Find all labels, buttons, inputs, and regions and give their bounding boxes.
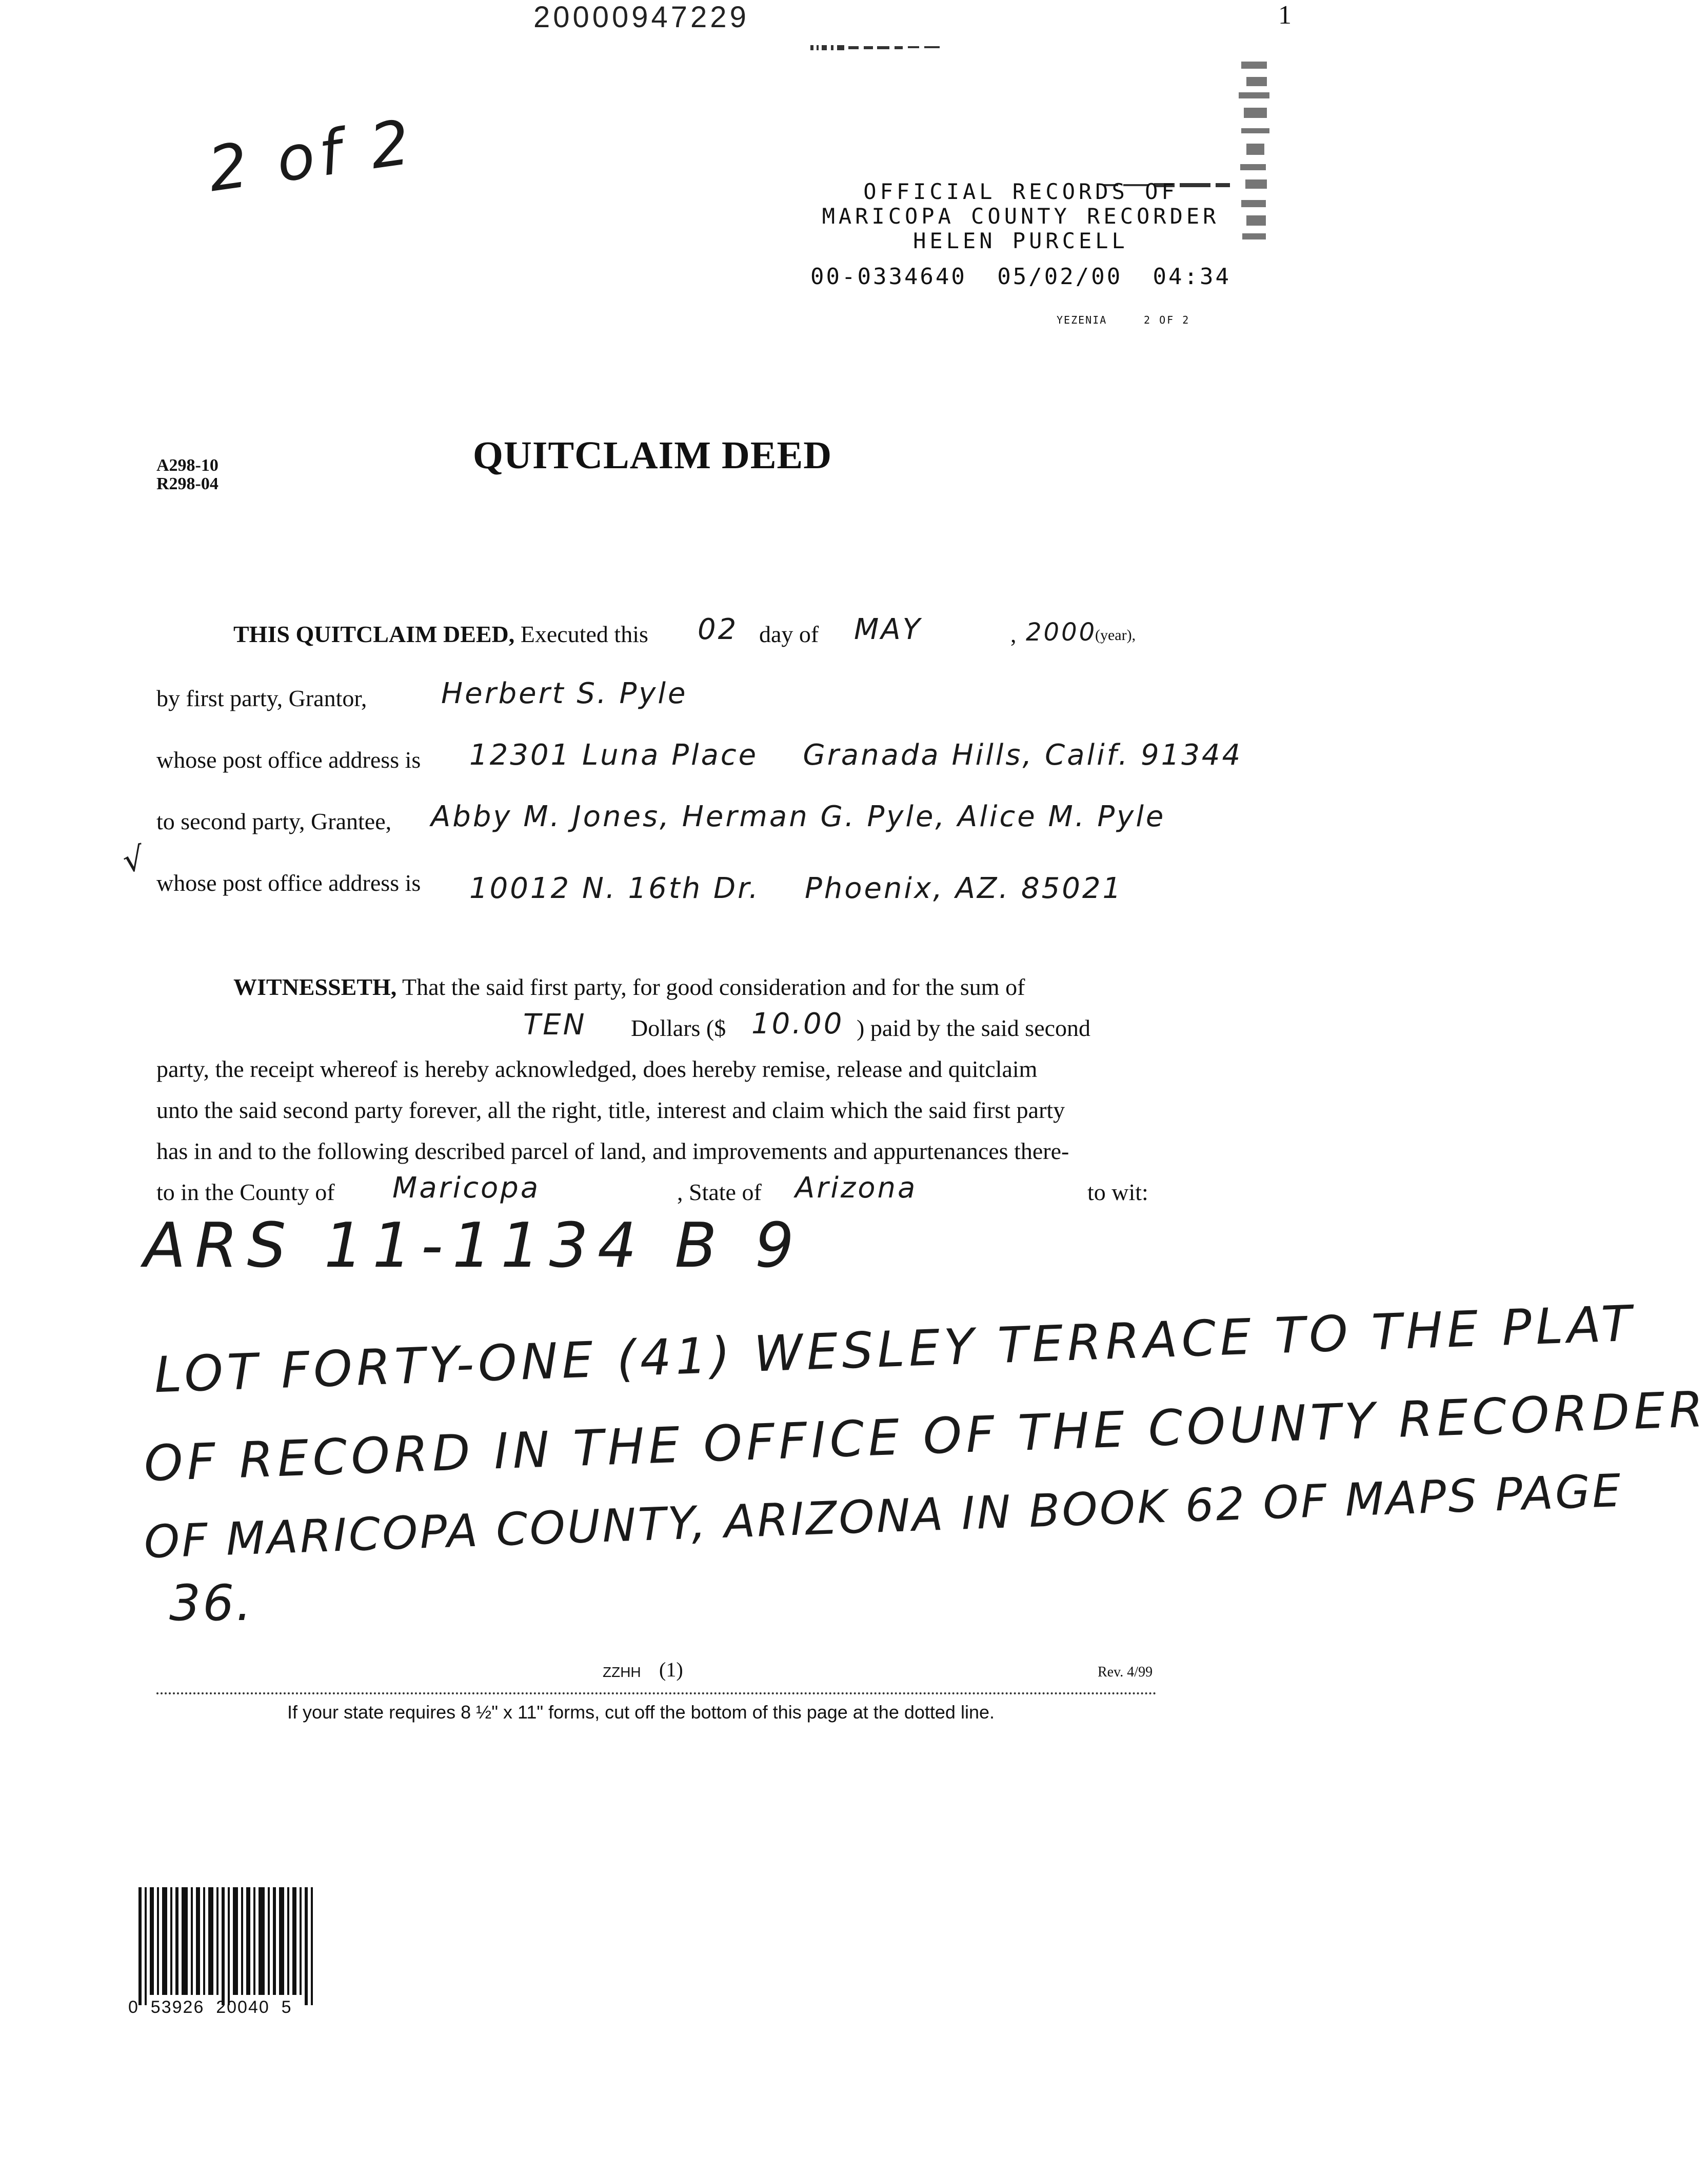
document-number: 20000947229 <box>533 1 749 34</box>
witnesseth-lead: WITNESSETH, <box>233 974 397 1000</box>
page-title: QUITCLAIM DEED <box>472 434 832 477</box>
scan-artifact <box>1236 56 1277 246</box>
witnesseth-text: That the said first party, for good consideration and for the sum of <box>402 974 1025 1000</box>
legal-description-line: LOT FORTY-ONE (41) WESLEY TERRACE TO THE PLAT <box>153 1294 1637 1404</box>
to-wit-label: to wit: <box>1087 1179 1148 1205</box>
grantor-name: Herbert S. Pyle <box>441 677 688 710</box>
state-label: , State of <box>677 1179 762 1205</box>
barcode-icon <box>138 1887 318 2005</box>
paid-text: ) paid by the said second <box>857 1015 1091 1041</box>
witnesseth-paragraph <box>156 967 1157 1213</box>
scan-artifact <box>810 41 949 51</box>
recording-meta <box>810 264 1231 290</box>
year-label: (year), <box>1095 627 1136 644</box>
record-number: 00-0334640 <box>810 264 967 290</box>
execution-day: 02 <box>698 613 739 646</box>
record-time: 04:34 <box>1153 264 1231 290</box>
corner-page-mark: 1 <box>1278 1 1292 30</box>
recorder-line-2: MARICOPA COUNTY RECORDER <box>822 204 1220 229</box>
grantee-names: Abby M. Jones, Herman G. Pyle, Alice M. Pyle <box>431 800 1166 833</box>
executed-lead <box>233 621 648 648</box>
barcode-digits: 0 53926 20040 5 <box>128 1997 292 2017</box>
amount-value: 10.00 <box>751 1007 844 1041</box>
form-code: R298-04 <box>156 474 219 493</box>
recorder-line-3: HELEN PURCELL <box>913 228 1128 253</box>
witnesseth-line: has in and to the following described parcel of land, and improvements and appurtenances there- <box>156 1138 1069 1164</box>
footer-form-code: ZZHH <box>603 1664 641 1680</box>
footer-page-number: (1) <box>659 1658 683 1681</box>
footer-revision: Rev. 4/99 <box>1098 1664 1153 1680</box>
record-date: 05/02/00 <box>997 264 1123 290</box>
form-code: A298-10 <box>156 456 219 475</box>
dollars-label: Dollars ($ <box>631 1015 726 1041</box>
grantor-label: by first party, Grantor, <box>156 685 367 711</box>
grantor-address: 12301 Luna Place Granada Hills, Calif. 91344 <box>469 738 1243 772</box>
cutoff-dotted-line <box>156 1692 1157 1694</box>
executed-lead-bold: THIS QUITCLAIM DEED, <box>233 621 515 647</box>
execution-year: 2000 <box>1026 618 1097 647</box>
grantee-address-label: whose post office address is <box>156 870 421 896</box>
clerk-name: YEZENIA <box>1057 314 1107 326</box>
county-label: to in the County of <box>156 1179 335 1205</box>
witnesseth-line: unto the said second party forever, all the right, title, interest and claim which the said first party <box>156 1097 1065 1123</box>
grantee-label: to second party, Grantee, <box>156 808 392 834</box>
grantee-address: 10012 N. 16th Dr. Phoenix, AZ. 85021 <box>469 872 1123 905</box>
statute-reference: ARS 11-1134 B 9 <box>144 1210 804 1282</box>
execution-month: MAY <box>854 613 922 646</box>
legal-description-line: OF RECORD IN THE OFFICE OF THE COUNTY RECORDER <box>143 1380 1708 1493</box>
day-of-label: day of <box>759 621 819 647</box>
grantor-address-label: whose post office address is <box>156 747 421 773</box>
legal-description-line: OF MARICOPA COUNTY, ARIZONA IN BOOK 62 OF MAPS PAGE <box>143 1464 1624 1569</box>
state-value: Arizona <box>795 1171 918 1205</box>
margin-checkmark: √ <box>120 839 149 881</box>
amount-words: TEN <box>523 1008 587 1042</box>
executed-text: Executed this <box>520 621 648 647</box>
cutoff-note: If your state requires 8 ½" x 11" forms, cut off the bottom of this page at the dotted line. <box>287 1702 995 1723</box>
handwritten-page-count: 2 of 2 <box>204 106 420 206</box>
recorder-stamp <box>810 179 1231 290</box>
legal-description-line: 36. <box>169 1574 254 1632</box>
county-value: Maricopa <box>392 1171 541 1205</box>
witnesseth-line: party, the receipt whereof is hereby acknowledged, does hereby remise, release and quitclaim <box>156 1056 1038 1082</box>
recorder-page-of: 2 OF 2 <box>1144 314 1190 326</box>
recorder-line-1: OFFICIAL RECORDS OF <box>863 179 1178 204</box>
